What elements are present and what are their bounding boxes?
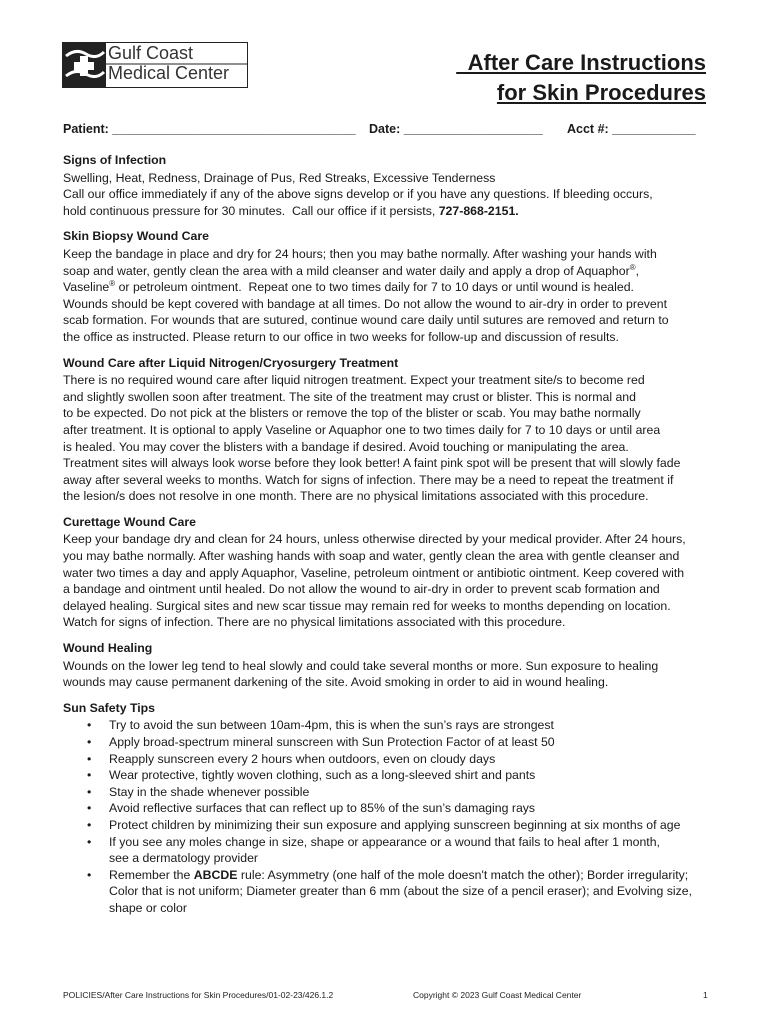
section-heading: Sun Safety Tips: [63, 700, 156, 715]
list-item: • Remember the ABCDE rule: Asymmetry (one half of the mole doesn't match the other); Border irregularity; Color that is not uniform; Diameter greater than 6 mm (about the size of a pencil eraser); and Evolving size, shape or color: [87, 867, 693, 915]
text-line: There is no required wound care after liquid nitrogen treatment. Expect your treatment site/s to become red: [63, 373, 645, 388]
text-line: Keep your bandage dry and clean for 24 hours, unless otherwise directed by your medical provider. After 24 hours,: [63, 532, 686, 547]
bullet-icon: •: [87, 718, 92, 733]
title-line-1: After Care Instructions: [456, 50, 706, 75]
phone-number[interactable]: 727-868-2151.: [438, 203, 519, 218]
section-sun-safety: [63, 700, 713, 917]
list-item: • Reapply sunscreen every 2 hours when outdoors, even on cloudy days: [87, 751, 496, 766]
section-curettage: [63, 514, 713, 631]
text-line: scab formation. For wounds that are sutured, continue wound care daily until sutures are removed and return to: [63, 313, 669, 328]
text-line: Keep the bandage in place and dry for 24 hours; then you may bathe normally. After washing your hands with: [63, 246, 657, 261]
text-line: soap and water, gently clean the area with a mild cleanser and water daily and apply a drop of Aquaphor: [63, 263, 630, 278]
date-field[interactable]: Date: ____________________: [369, 122, 543, 136]
text-line: is healed. You may cover the blisters with a bandage if desired. Avoid touching or manipulating the area.: [63, 439, 629, 454]
acct-field[interactable]: Acct #: ____________: [567, 122, 696, 136]
text-line: Treatment sites will always look worse before they look better! A faint pink spot will be present that will slowly fade: [63, 456, 681, 471]
text-line: the office as instructed. Please return to our office in two weeks for follow-up and discussion of results.: [63, 329, 619, 344]
text-line: Wounds should be kept covered with bandage at all times. Do not allow the wound to air-dry in order to prevent: [63, 296, 668, 311]
footer-policy-path: POLICIES/After Care Instructions for Skin Procedures/01-02-23/426.1.2: [63, 990, 334, 1000]
document-title: [456, 48, 706, 108]
text-line: hold continuous pressure for 30 minutes. Call our office if it persists,: [63, 203, 439, 218]
section-heading: Wound Care after Liquid Nitrogen/Cryosurgery Treatment: [63, 355, 399, 370]
list-item: • Wear protective, tightly woven clothing, such as a long-sleeved shirt and pants: [87, 768, 536, 783]
text-line: wounds may cause permanent darkening of the site. Avoid smoking in order to aid in wound healing.: [63, 675, 609, 690]
text-line: water two times a day and apply Aquaphor, Vaseline, petroleum ointment or antibiotic ointment. Keep covered with: [63, 565, 685, 580]
text-line: Call our office immediately if any of the above signs develop or if you have any questions. If bleeding occurs,: [63, 187, 653, 202]
list-item: • Apply broad-spectrum mineral sunscreen with Sun Protection Factor of at least 50: [87, 735, 555, 749]
bullet-icon: •: [87, 751, 92, 766]
text-line: away after several weeks to months. Watch for signs of infection. There may be a need to repeat the treatment if: [63, 472, 674, 487]
list-item: • Protect children by minimizing their sun exposure and applying sunscreen beginning at six months of age: [87, 817, 681, 832]
text-line: ,: [635, 263, 640, 278]
text-line: or petroleum ointment. Repeat one to two times daily for 7 to 10 days or until wound is healed.: [115, 280, 634, 295]
instructions-body: [63, 152, 713, 926]
bullet-icon: •: [87, 817, 92, 832]
bullet-icon: •: [87, 834, 92, 849]
text-line: after treatment. It is optional to apply Vaseline or Aquaphor one to two times daily for 7 to 10 days or until area: [63, 422, 661, 437]
list-item: • Stay in the shade whenever possible: [87, 784, 310, 799]
list-item: • Avoid reflective surfaces that can reflect up to 85% of the sun’s damaging rays: [87, 801, 536, 816]
text-line: Vaseline: [63, 280, 110, 295]
page-number: 1: [703, 990, 708, 1000]
section-heading: Wound Healing: [63, 641, 153, 656]
text-line: and slightly swollen soon after treatment. The site of the treatment may crust or blister. This is normal and: [63, 389, 636, 404]
section-heading: Signs of Infection: [63, 153, 167, 167]
bullet-icon: •: [87, 867, 92, 882]
registered-mark: ®: [629, 262, 636, 272]
section-heading: Curettage Wound Care: [63, 514, 197, 529]
footer-copyright: Copyright © 2023 Gulf Coast Medical Center: [413, 990, 582, 1000]
bullet-icon: •: [87, 801, 92, 816]
text-line: a bandage and ointment until healed. Do not allow the wound to air-dry in order to prevent scab formation and: [63, 582, 660, 597]
patient-field[interactable]: Patient: ___________________________________: [63, 122, 356, 136]
text-line: the lesion/s does not resolve in one month. There are no physical limitations associated with this procedure.: [63, 489, 649, 504]
bullet-icon: •: [87, 784, 92, 799]
registered-mark: ®: [109, 279, 116, 289]
text-line: Swelling, Heat, Redness, Drainage of Pus, Red Streaks, Excessive Tenderness: [63, 170, 496, 185]
section-skin-biopsy: [63, 228, 713, 345]
text-line: delayed healing. Surgical sites and new scar tissue may remain red for weeks to months depending on location.: [63, 598, 671, 613]
logo-line-1: Gulf Coast: [108, 43, 194, 63]
text-line: you may bathe normally. After washing hands with soap and water, gently clean the area with gentle cleanser and: [63, 549, 680, 564]
list-item: • Try to avoid the sun between 10am-4pm, this is when the sun’s rays are strongest: [87, 718, 554, 733]
list-item: • If you see any moles change in size, shape or appearance or a wound that fails to heal after 1 month, see a dermatology provider: [87, 834, 660, 866]
text-line: to be expected. Do not pick at the blisters or remove the top of the blister or scab. You may bathe normally: [63, 406, 641, 421]
section-signs-of-infection: [63, 152, 713, 219]
bullet-icon: •: [87, 735, 92, 749]
section-wound-healing: [63, 640, 713, 691]
title-line-2: for Skin Procedures: [496, 80, 706, 105]
section-cryosurgery: [63, 355, 713, 505]
logo-line-2: Medical Center: [108, 63, 230, 83]
gulf-coast-logo: [62, 42, 248, 88]
abcde-term: ABCDE: [193, 867, 238, 882]
section-heading: Skin Biopsy Wound Care: [63, 229, 209, 244]
text-line: Watch for signs of infection. There are no physical limitations associated with this procedure.: [63, 615, 566, 630]
text-line: Wounds on the lower leg tend to heal slowly and could take several months or more. Sun exposure to healing: [63, 658, 659, 673]
bullet-icon: •: [87, 768, 92, 783]
sun-tips-list: [63, 717, 713, 916]
